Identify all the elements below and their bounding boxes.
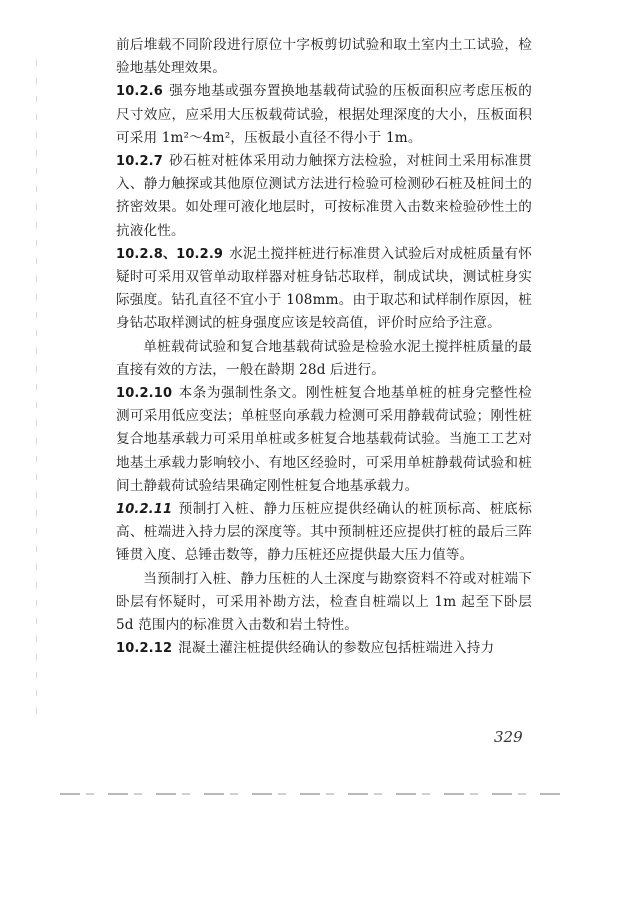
scan-edge-mark	[36, 60, 37, 720]
paragraph-text: 砂石桩对桩体采用动力触探方法检验，对桩间土采用标准贯入、静力触探或其他原位测试方法进行检验可检测砂石桩及桩间土的挤密效果。如处理可液化地层时，可按标准贯入击数来检验砂性土的抗液化性。	[116, 153, 532, 239]
paragraph-text: 水泥土搅拌桩进行标准贯入试验后对成桩质量有怀疑时可采用双管单动取样器对桩身钻芯取样，制成试块，测试桩身实际强度。钻孔直径不宜小于 108mm。由于取芯和试样制作原因，桩身钻芯取样测试的桩身强度应该是较高值，评价时应给予注意。	[116, 245, 532, 332]
clause-number: 10.2.10	[116, 386, 173, 402]
clause-number: 10.2.11	[116, 502, 173, 518]
paragraph-supplementary-survey	[116, 568, 532, 638]
paragraph-text: 强夯地基或强夯置换地基载荷试验的压板面积应考虑压板的尺寸效应，应采用大压板载荷试验，根据处理深度的大小，压板面积可采用 1m²～4m²，压板最小直径不得小于 1m。	[116, 83, 532, 146]
clause-10-2-12	[116, 637, 532, 660]
clause-number: 10.2.7	[116, 154, 163, 170]
clause-10-2-11	[116, 498, 532, 568]
paragraph-text: 单桩载荷试验和复合地基载荷试验是检验水泥土搅拌桩质量的最直接有效的方法，一般在龄期 28d 后进行。	[116, 338, 532, 378]
clause-number: 10.2.6	[116, 84, 163, 100]
paragraph-text: 前后堆载不同阶段进行原位十字板剪切试验和取土室内土工试验，检验地基处理效果。	[116, 37, 532, 77]
clause-10-2-10	[116, 382, 532, 498]
clause-10-2-8-9	[116, 243, 532, 336]
paragraph-text: 当预制打入桩、静力压桩的人土深度与勘察资料不符或对桩端下卧层有怀疑时，可采用补勘方法，检查自桩端以上 1m 起至下卧层 5d 范围内的标准贯入击数和岩土特性。	[116, 570, 532, 634]
clause-number: 10.2.12	[116, 641, 173, 657]
clause-number: 10.2.8、10.2.9	[116, 246, 224, 262]
text-body	[116, 34, 532, 660]
paragraph-load-test	[116, 336, 532, 382]
paragraph-text: 预制打入桩、静力压桩应提供经确认的桩顶标高、桩底标高、桩端进入持力层的深度等。其中预制桩还应提供打桩的最后三阵锤贯入度、总锤击数等，静力压桩还应提供最大压力值等。	[116, 501, 532, 564]
clause-10-2-7	[116, 150, 532, 243]
page-number: 329	[494, 728, 523, 746]
clause-10-2-6	[116, 80, 532, 150]
paragraph-text: 本条为强制性条文。刚性桩复合地基单桩的桩身完整性检测可采用低应变法；单桩竖向承载力检测可采用静载荷试验；刚性桩复合地基承载力可采用单桩或多桩复合地基载荷试验。当施工工艺对地基土承载力影响较小、有地区经验时，可采用单桩静载荷试验和桩间土静载荷试验结果确定刚性桩复合地基承载力。	[116, 385, 532, 494]
paragraph-text: 混凝土灌注桩提供经确认的参数应包括桩端进入持力	[178, 640, 495, 657]
footer-scan-line	[60, 793, 560, 795]
paragraph-continuation	[116, 34, 532, 80]
